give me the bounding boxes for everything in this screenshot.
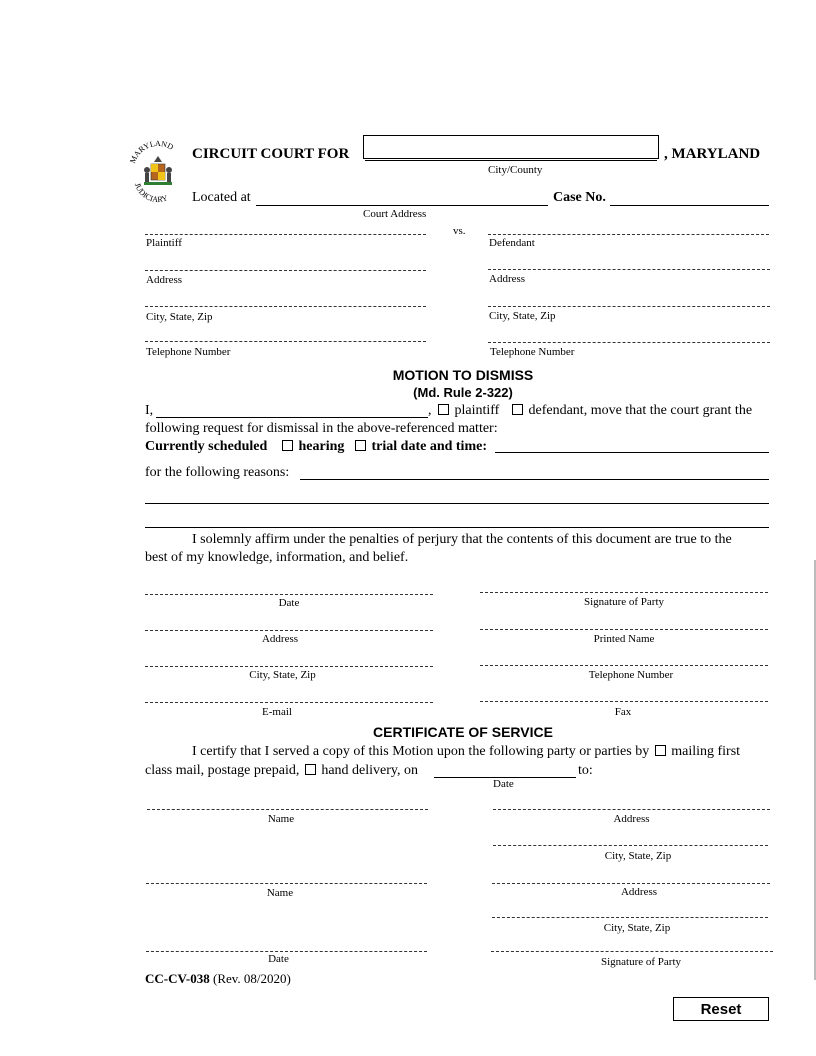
hand-delivery-label: hand delivery, on xyxy=(321,763,419,778)
court-prefix: CIRCUIT COURT FOR xyxy=(192,146,350,162)
service-name-2-field[interactable] xyxy=(146,883,427,884)
sig-party-label: Signature of Party xyxy=(583,596,665,608)
form-revision: (Rev. 08/2020) xyxy=(213,971,291,986)
service-date-label: Date xyxy=(493,778,514,790)
affirmation-line-1: I solemnly affirm under the penalties of perjury that the contents of this document are true to the xyxy=(192,532,732,547)
form-id-code: CC-CV-038 xyxy=(145,971,210,986)
service-date-bottom-field[interactable] xyxy=(146,951,427,952)
defendant-address-label: Address xyxy=(489,273,526,285)
hearing-checkbox[interactable] xyxy=(282,440,293,451)
court-address-field[interactable] xyxy=(256,205,548,206)
currently-scheduled-label: Currently scheduled xyxy=(145,439,268,454)
trial-option[interactable] xyxy=(353,439,487,455)
sig-address-field[interactable] xyxy=(145,630,433,631)
defendant-checkbox[interactable] xyxy=(512,404,523,415)
city-county-underline xyxy=(365,160,657,161)
plaintiff-phone-field[interactable] xyxy=(145,341,426,342)
sig-fax-field[interactable] xyxy=(480,701,768,702)
movant-name-field[interactable] xyxy=(156,417,428,418)
service-address-1-label: Address xyxy=(613,813,650,825)
sig-party-field[interactable] xyxy=(480,592,768,593)
sig-phone-label: Telephone Number xyxy=(588,669,674,681)
defendant-option-label: defendant, move that the court grant the xyxy=(528,403,753,418)
service-signature-label: Signature of Party xyxy=(600,956,682,968)
sig-csz-field[interactable] xyxy=(145,666,433,667)
seal-emblem xyxy=(144,156,172,185)
service-name-2-label: Name xyxy=(266,887,294,899)
plaintiff-option[interactable] xyxy=(436,403,499,419)
certificate-line-2 xyxy=(145,763,418,779)
sig-csz-label: City, State, Zip xyxy=(249,669,316,681)
defendant-label: Defendant xyxy=(489,237,535,249)
city-county-label: City/County xyxy=(488,164,543,176)
service-signature-field[interactable] xyxy=(491,951,773,952)
mailing-label: mailing first xyxy=(671,744,741,759)
plaintiff-option-label: plaintiff xyxy=(454,403,500,418)
vs-label: vs. xyxy=(453,225,466,237)
certificate-line-1 xyxy=(192,744,740,760)
certificate-to: to: xyxy=(578,763,593,778)
service-address-2-field[interactable] xyxy=(492,883,770,884)
located-at-label: Located at xyxy=(192,190,251,205)
plaintiff-csz-field[interactable] xyxy=(145,306,426,307)
certificate-line-2-text: class mail, postage prepaid, xyxy=(145,763,300,778)
motion-rule: (Md. Rule 2-322) xyxy=(413,385,513,400)
service-address-1-field[interactable] xyxy=(493,809,770,810)
sig-email-field[interactable] xyxy=(145,702,433,703)
plaintiff-checkbox[interactable] xyxy=(438,404,449,415)
defendant-address-field[interactable] xyxy=(488,269,770,270)
case-no-label: Case No. xyxy=(553,190,606,205)
seal-text-bottom: JUDICIARY xyxy=(132,181,169,205)
sig-phone-field[interactable] xyxy=(480,665,768,666)
trial-option-label: trial date and time: xyxy=(371,439,487,454)
trial-checkbox[interactable] xyxy=(355,440,366,451)
sig-address-label: Address xyxy=(261,633,299,645)
hand-delivery-checkbox[interactable] xyxy=(305,764,316,775)
service-csz-1-label: City, State, Zip xyxy=(604,850,672,862)
service-name-1-field[interactable] xyxy=(147,809,428,810)
defendant-option[interactable] xyxy=(510,403,752,419)
defendant-phone-label: Telephone Number xyxy=(490,346,575,358)
service-date-bottom-label: Date xyxy=(268,953,289,965)
plaintiff-field[interactable] xyxy=(145,234,426,235)
service-address-2-label: Address xyxy=(620,886,658,898)
plaintiff-address-label: Address xyxy=(146,274,183,286)
case-no-field[interactable] xyxy=(610,205,769,206)
reasons-line-3[interactable] xyxy=(145,527,769,528)
form-id xyxy=(145,971,291,987)
sig-date-label: Date xyxy=(278,597,300,609)
motion-i: I, xyxy=(145,403,154,418)
affirmation-line-2: best of my knowledge, information, and belief. xyxy=(145,550,409,565)
sig-printed-name-label: Printed Name xyxy=(593,633,655,645)
plaintiff-address-field[interactable] xyxy=(145,270,426,271)
plaintiff-label: Plaintiff xyxy=(146,237,182,249)
maryland-judiciary-seal xyxy=(128,140,188,206)
certificate-title: CERTIFICATE OF SERVICE xyxy=(373,724,553,740)
defendant-phone-field[interactable] xyxy=(488,342,770,343)
hearing-option[interactable] xyxy=(280,439,344,455)
defendant-csz-label: City, State, Zip xyxy=(489,310,556,322)
mailing-checkbox[interactable] xyxy=(655,745,666,756)
reasons-line-1[interactable] xyxy=(300,479,769,480)
service-csz-2-label: City, State, Zip xyxy=(603,922,671,934)
hearing-option-label: hearing xyxy=(298,439,345,454)
motion-line-2: following request for dismissal in the above-referenced matter: xyxy=(145,421,498,436)
service-csz-1-field[interactable] xyxy=(493,845,768,846)
service-name-1-label: Name xyxy=(267,813,295,825)
plaintiff-phone-label: Telephone Number xyxy=(146,346,231,358)
seal-graphic xyxy=(128,140,188,206)
city-county-field[interactable] xyxy=(363,135,659,159)
sig-date-field[interactable] xyxy=(145,594,433,595)
reasons-line-2[interactable] xyxy=(145,503,769,504)
plaintiff-csz-label: City, State, Zip xyxy=(146,311,213,323)
motion-comma: , xyxy=(428,403,432,418)
reset-button[interactable]: Reset xyxy=(673,997,769,1021)
reasons-label: for the following reasons: xyxy=(145,465,290,480)
court-suffix: , MARYLAND xyxy=(664,146,761,162)
sig-fax-label: Fax xyxy=(614,706,632,718)
court-address-label: Court Address xyxy=(363,208,427,220)
trial-date-time-field[interactable] xyxy=(495,452,769,453)
certificate-line-1-text: I certify that I served a copy of this Motion upon the following party or parties by xyxy=(192,744,650,759)
service-csz-2-field[interactable] xyxy=(492,917,768,918)
seal-text-top: MARYLAND xyxy=(128,140,175,165)
sig-email-label: E-mail xyxy=(262,706,292,718)
motion-title: MOTION TO DISMISS xyxy=(392,367,534,383)
defendant-csz-field[interactable] xyxy=(488,306,770,307)
sig-printed-name-field[interactable] xyxy=(480,629,768,630)
defendant-field[interactable] xyxy=(488,234,769,235)
